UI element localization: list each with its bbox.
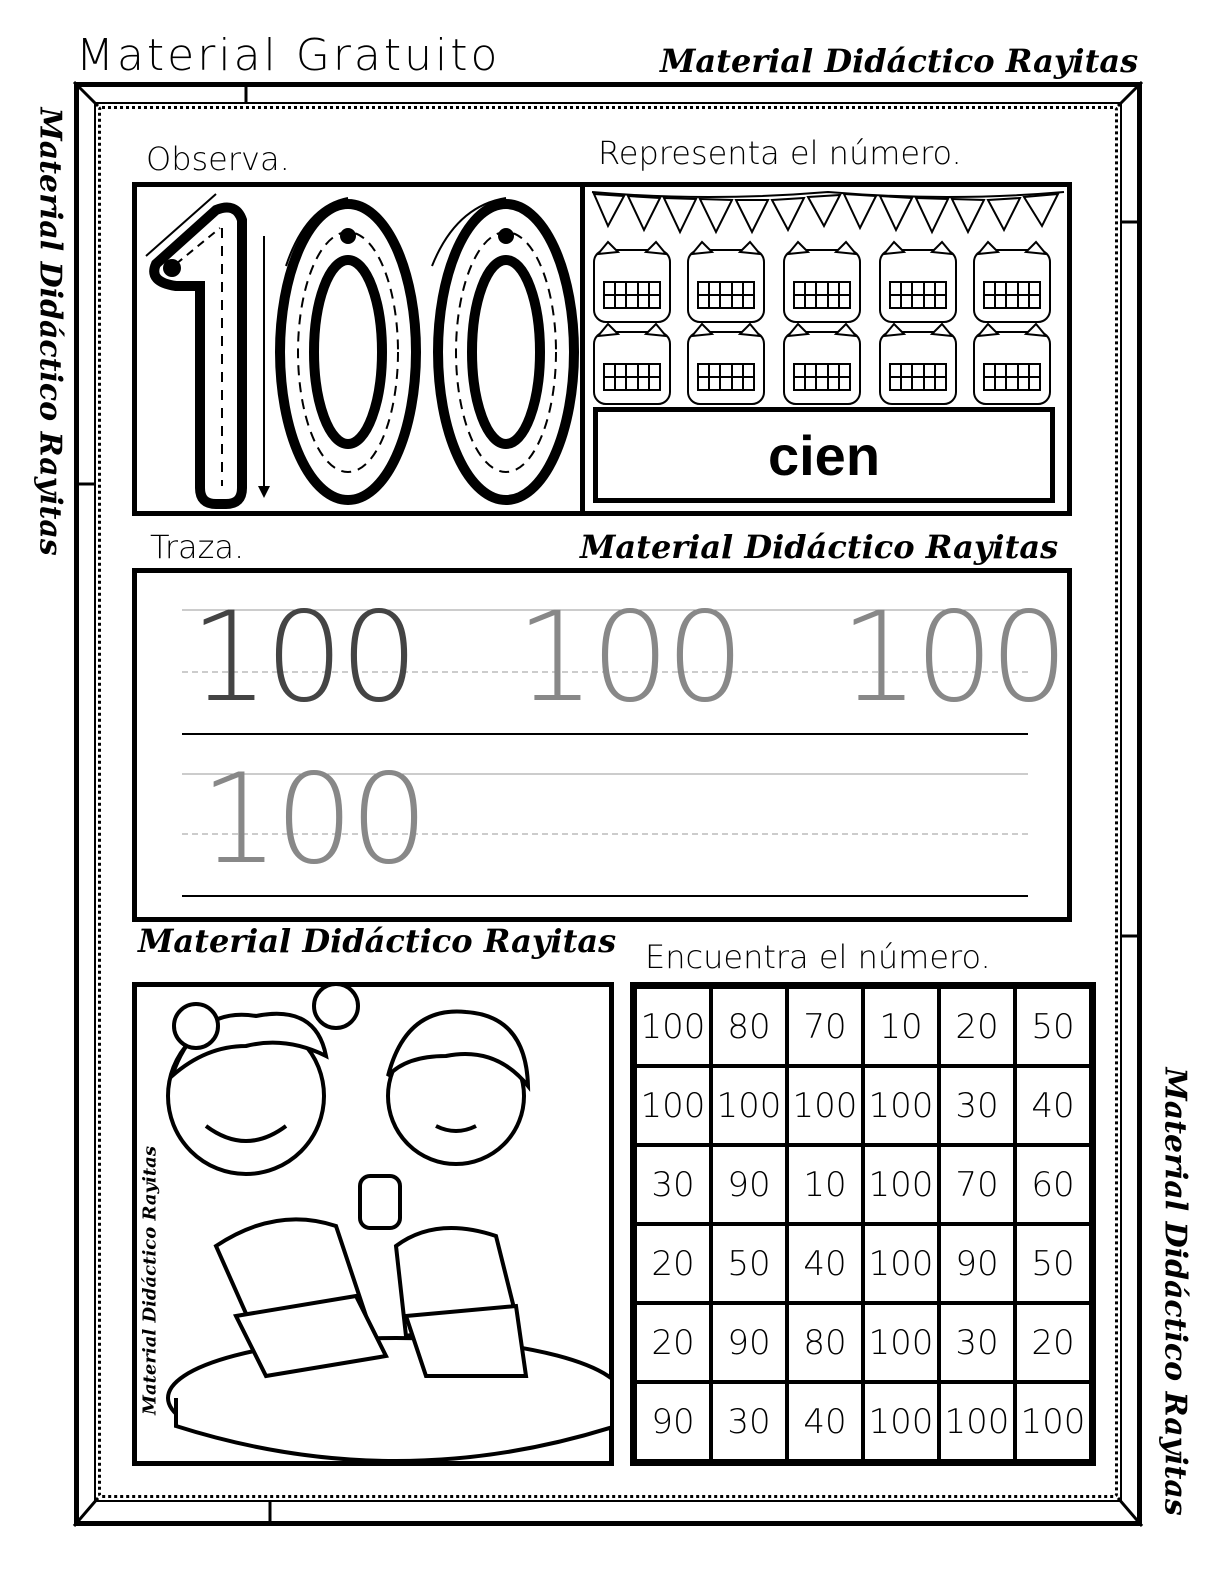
grid-cell[interactable]: 100 — [1015, 1382, 1091, 1461]
grid-cell[interactable]: 20 — [939, 987, 1015, 1066]
grid-cell[interactable]: 90 — [635, 1382, 711, 1461]
grid-cell[interactable]: 20 — [635, 1224, 711, 1303]
trace-label: Traza. — [150, 528, 245, 566]
grid-cell[interactable]: 100 — [635, 987, 711, 1066]
top-panel-divider — [580, 182, 585, 516]
find-label: Encuentra el número. — [645, 938, 991, 976]
grid-cell[interactable]: 100 — [635, 1066, 711, 1145]
grid-cell[interactable]: 20 — [1015, 1303, 1091, 1382]
grid-cell[interactable]: 100 — [863, 1382, 939, 1461]
representation-illustration — [588, 186, 1068, 408]
grid-cell[interactable]: 50 — [711, 1224, 787, 1303]
brand-top: Material Didáctico Rayitas — [660, 42, 1139, 80]
grid-cell[interactable]: 100 — [711, 1066, 787, 1145]
grid-cell[interactable]: 100 — [939, 1382, 1015, 1461]
brand-side-right: Material Didáctico Rayitas — [1157, 1067, 1193, 1516]
grid-cell[interactable]: 90 — [711, 1145, 787, 1224]
grid-cell[interactable]: 50 — [1015, 1224, 1091, 1303]
grid-cell[interactable]: 100 — [863, 1224, 939, 1303]
grid-cell[interactable]: 30 — [711, 1382, 787, 1461]
grid-cell[interactable]: 10 — [787, 1145, 863, 1224]
start-dot-icon — [498, 228, 514, 244]
children-playing-illustration — [136, 986, 610, 1462]
grid-cell[interactable]: 80 — [711, 987, 787, 1066]
grid-cell[interactable]: 60 — [1015, 1145, 1091, 1224]
grid-cell[interactable]: 90 — [711, 1303, 787, 1382]
brand-lower: Material Didáctico Rayitas — [138, 922, 617, 960]
find-number-grid — [630, 982, 1096, 1466]
grid-cell[interactable]: 50 — [1015, 987, 1091, 1066]
grid-cell[interactable]: 100 — [863, 1303, 939, 1382]
grid-cell[interactable]: 100 — [787, 1066, 863, 1145]
arrow-down-icon — [258, 486, 270, 498]
grid-cell[interactable]: 40 — [1015, 1066, 1091, 1145]
big-number-illustration — [136, 186, 580, 512]
grid-cell[interactable]: 40 — [787, 1382, 863, 1461]
start-dot-icon — [340, 228, 356, 244]
grid-cell[interactable]: 20 — [635, 1303, 711, 1382]
free-material-label: Material Gratuito — [76, 30, 501, 81]
grid-cell[interactable]: 80 — [787, 1303, 863, 1382]
grid-cell[interactable]: 30 — [939, 1303, 1015, 1382]
grid-cell[interactable]: 70 — [939, 1145, 1015, 1224]
grid-cell[interactable]: 30 — [939, 1066, 1015, 1145]
trace-number-dashed: 100 — [200, 748, 425, 892]
represent-label: Representa el número. — [598, 134, 962, 172]
number-word-box: cien — [593, 407, 1055, 503]
brand-middle: Material Didáctico Rayitas — [580, 528, 1059, 566]
brand-picture: Material Didáctico Rayitas — [139, 1146, 161, 1415]
grid-cell[interactable]: 70 — [787, 987, 863, 1066]
grid-cell[interactable]: 10 — [863, 987, 939, 1066]
cat-ten-frames — [594, 242, 1050, 404]
grid-cell[interactable]: 90 — [939, 1224, 1015, 1303]
trace-number-dashed: 100 — [840, 586, 1065, 730]
bunting-flags-icon — [594, 194, 1058, 232]
grid-cell[interactable]: 40 — [787, 1224, 863, 1303]
grid-cell[interactable]: 30 — [635, 1145, 711, 1224]
grid-cell[interactable]: 100 — [863, 1145, 939, 1224]
grid-cell[interactable]: 100 — [863, 1066, 939, 1145]
brand-side-left: Material Didáctico Rayitas — [32, 107, 68, 556]
trace-number-dashed: 100 — [516, 586, 741, 730]
trace-number-solid: 100 — [190, 586, 415, 730]
observe-label: Observa. — [146, 140, 290, 178]
